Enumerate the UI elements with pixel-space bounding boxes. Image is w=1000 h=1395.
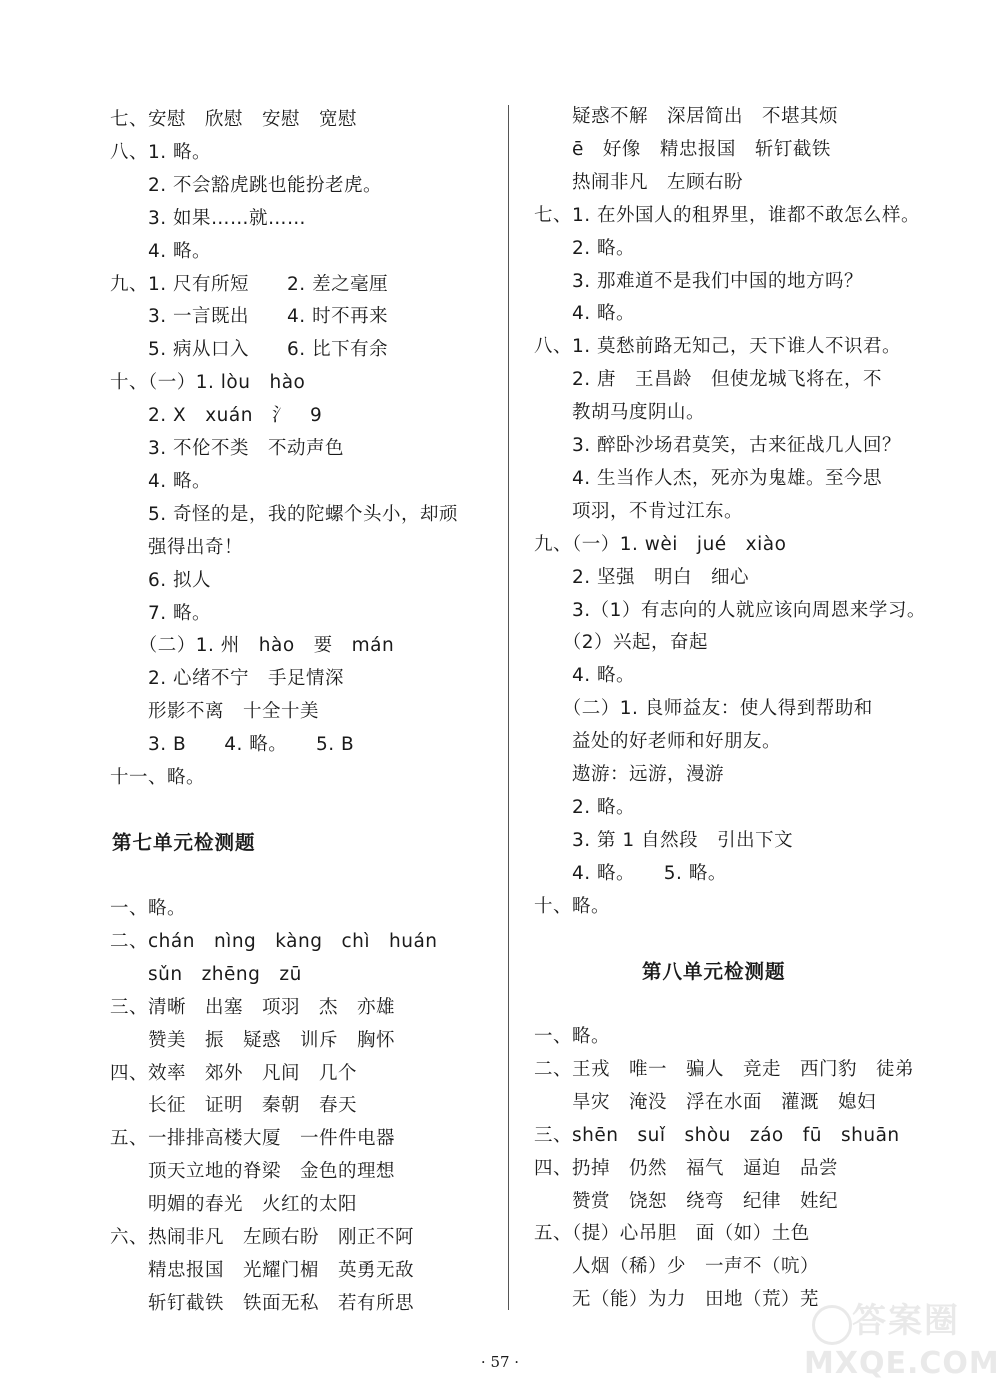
answer-line: 赞美 振 疑惑 训斥 胸怀 [110, 1029, 396, 1051]
answer-line: 6. 拟人 [110, 569, 212, 591]
answer-line: 长征 证明 秦朝 春天 [110, 1095, 358, 1117]
answer-line: 2. 心绪不宁 手足情深 [110, 668, 345, 690]
watermark-bottom: MXQE.COM [804, 1346, 1000, 1381]
answer-line: 疑惑不解 深居简出 不堪其烦 [534, 106, 839, 127]
answer-line: 5. 病从口入 6. 比下有余 [110, 339, 389, 361]
answer-line: 七、1. 在外国人的租界里，谁都不敢怎么样。 [534, 204, 921, 226]
answer-line: 顶天立地的脊梁 金色的理想 [110, 1161, 396, 1183]
answer-line: 教胡马度阴山。 [534, 402, 706, 424]
column-divider [508, 105, 509, 1310]
answer-line: 一、略。 [534, 1026, 611, 1047]
answer-line: 无（能）为力 田地（荒）芜 [534, 1289, 820, 1311]
answer-line: sǔn zhēng zū [110, 963, 302, 985]
answer-line: 2. 略。 [534, 237, 636, 259]
answer-line: 益处的好老师和好朋友。 [534, 731, 782, 753]
answer-line: 4. 生当作人杰，死亦为鬼雄。至今思 [534, 467, 883, 489]
answer-line: 赞赏 饶恕 绕弯 纪律 姓纪 [534, 1190, 839, 1212]
answer-line: 五、（提）心吊胆 面（如）土色 [534, 1223, 810, 1245]
answer-line: 四、扔掉 仍然 福气 逼迫 品尝 [534, 1157, 839, 1179]
answer-line: 强得出奇！ [110, 536, 244, 558]
section-heading: 第七单元检测题 [112, 831, 256, 854]
answer-line: 精忠报国 光耀门楣 英勇无敌 [110, 1259, 415, 1281]
answer-line: 人烟（稀）少 一声不（吭） [534, 1256, 820, 1278]
answer-line: 一、略。 [110, 898, 187, 919]
answer-line: 4. 略。 [534, 303, 636, 325]
watermark-logo [804, 1301, 1000, 1389]
answer-line: 七、安慰 欣慰 安慰 宽慰 [110, 109, 358, 130]
answer-line: 3. B 4. 略。 5. B [110, 734, 355, 756]
answer-line: 3. 第 1 自然段 引出下文 [534, 829, 794, 851]
answer-line: 2. 唐 王昌龄 但使龙城飞将在，不 [534, 369, 883, 391]
answer-line: ē 好像 精忠报国 斩钉截铁 [534, 138, 831, 160]
answer-line: 形影不离 十全十美 [110, 701, 320, 723]
answer-line: 三、清晰 出塞 项羽 杰 亦雄 [110, 996, 396, 1018]
answer-line: 3. 如果……就…… [110, 207, 307, 229]
answer-line: 3. 不伦不类 不动声色 [110, 438, 345, 459]
answer-line: 三、shēn suǐ shòu záo fū shuān [534, 1124, 900, 1146]
answer-line: 2. X xuán 氵 9 [110, 405, 323, 427]
answer-line: 九、（一）1. wèi jué xiào [534, 533, 787, 555]
answer-line: 斩钉截铁 铁面无私 若有所思 [110, 1292, 415, 1314]
answer-line: 二、王戎 唯一 骗人 竞走 西门豹 徒弟 [534, 1058, 915, 1080]
answer-line: 热闹非凡 左顾右盼 [534, 171, 744, 193]
answer-line: 遨游：远游，漫游 [534, 764, 725, 785]
answer-line: 2. 不会豁虎跳也能扮老虎。 [110, 174, 383, 196]
answer-line: 4. 略。 [110, 240, 212, 262]
answer-line: 六、热闹非凡 左顾右盼 刚正不阿 [110, 1227, 415, 1248]
answer-line: 项羽，不肯过江东。 [534, 500, 744, 522]
answer-line: 3. 那难道不是我们中国的地方吗？ [534, 270, 864, 292]
answer-line: 3. 一言既出 4. 时不再来 [110, 306, 389, 328]
answer-line: 八、1. 略。 [110, 141, 212, 163]
answer-line: 明媚的春光 火红的太阳 [110, 1194, 358, 1216]
seal-icon [812, 1305, 852, 1345]
answer-line: 3.（1）有志向的人就应该向周恩来学习。 [534, 599, 926, 621]
answer-line: 4. 略。 5. 略。 [534, 862, 727, 884]
answer-line: 2. 略。 [534, 796, 636, 818]
answer-line: 九、1. 尺有所短 2. 差之毫厘 [110, 273, 389, 295]
answer-line: 2. 坚强 明白 细心 [534, 566, 750, 588]
answer-line: 4. 略。 [110, 470, 212, 492]
answer-line: 旱灾 淹没 浮在水面 灌溉 媳妇 [534, 1091, 877, 1113]
answer-line: （2）兴起，奋起 [534, 632, 709, 654]
answer-line: 3. 醉卧沙场君莫笑，古来征战几人回？ [534, 435, 902, 456]
answer-line: 7. 略。 [110, 602, 212, 624]
page-number: · 57 · [480, 1353, 520, 1371]
answer-line: （二）1. 良师益友：使人得到帮助和 [534, 698, 873, 720]
answer-line: （二）1. 州 hào 要 mán [110, 635, 395, 657]
answer-line: 十一、略。 [110, 767, 206, 788]
answer-line: 十、略。 [534, 895, 611, 917]
watermark-top: 答案圈 [852, 1301, 960, 1341]
answer-line: 二、chán nìng kàng chì huán [110, 930, 438, 952]
answer-line: 八、1. 莫愁前路无知己，天下谁人不识君。 [534, 336, 902, 358]
answer-line: 4. 略。 [534, 665, 636, 687]
answer-line: 十、（一）1. lòu hào [110, 372, 306, 394]
answer-line: 5. 奇怪的是，我的陀螺个头小，却顽 [110, 503, 459, 525]
answer-line: 四、效率 郊外 凡间 几个 [110, 1062, 358, 1084]
section-heading: 第八单元检测题 [642, 960, 786, 983]
answer-line: 五、一排排高楼大厦 一件件电器 [110, 1128, 396, 1150]
